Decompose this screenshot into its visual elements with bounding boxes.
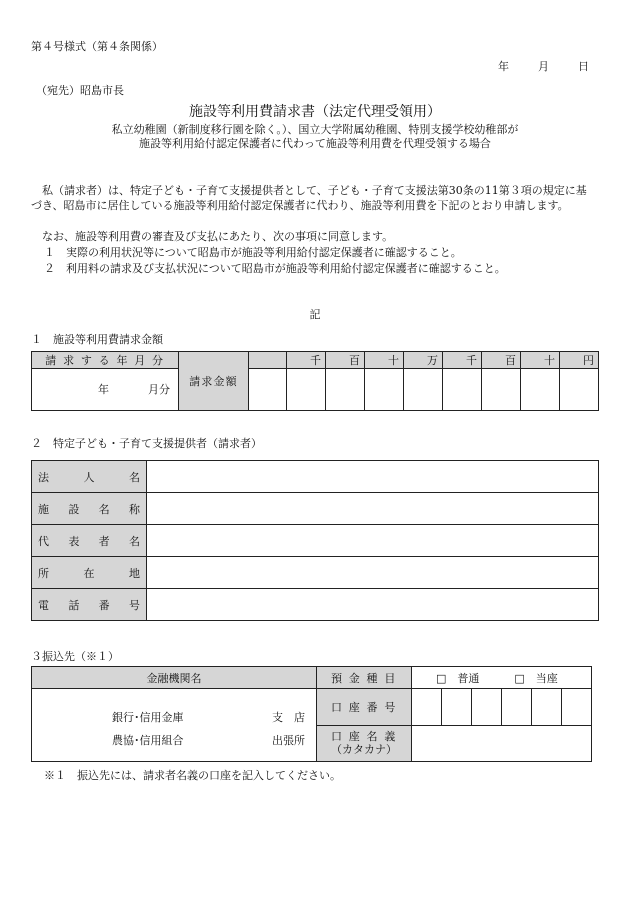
page-title: 施設等利用費請求書（法定代理受領用） <box>189 104 441 120</box>
checkbox-regular[interactable]: □ 普通 <box>436 671 480 685</box>
amount-digit-cell[interactable] <box>404 369 443 411</box>
amount-digit-cell[interactable] <box>482 369 521 411</box>
section3-heading: ３振込先（※１） <box>31 650 119 663</box>
account-number-label: 口 座 番 号 <box>317 689 412 725</box>
amount-digit-cell[interactable] <box>326 369 365 411</box>
date-year-label: 年 <box>498 60 509 73</box>
section1-heading: １ 施設等利用費請求金額 <box>31 333 163 346</box>
account-digit-cell[interactable] <box>472 689 502 725</box>
account-digit-cell[interactable] <box>502 689 532 725</box>
bank-name-header: 金融機関名 <box>32 667 317 689</box>
deposit-type-options <box>412 667 592 689</box>
bank-type-label-1: 銀行･信用金庫 <box>112 711 184 725</box>
amount-digit-cell[interactable] <box>521 369 560 411</box>
section2-heading: ２ 特定子ども・子育て支援提供者（請求者） <box>31 437 262 450</box>
amount-unit: 十 <box>521 352 560 369</box>
amount-unit: 円 <box>560 352 599 369</box>
account-digit-cell[interactable] <box>442 689 472 725</box>
amount-unit: 百 <box>482 352 521 369</box>
amount-table <box>31 351 599 411</box>
date-line <box>498 58 589 74</box>
address-field[interactable] <box>147 557 599 589</box>
deposit-type-label: 預 金 種 目 <box>317 667 412 689</box>
period-year-label: 年 <box>98 383 109 396</box>
period-month-label: 月分 <box>148 383 170 396</box>
addressee: （宛先）昭島市長 <box>36 84 124 97</box>
representative-name-field[interactable] <box>147 525 599 557</box>
provider-table <box>31 460 599 621</box>
branch-label: 支 店 <box>272 711 305 725</box>
row-label-phone: 電 話 番 号 <box>38 598 140 612</box>
amount-unit-blank <box>249 352 287 369</box>
corporation-name-field[interactable] <box>147 461 599 493</box>
amount-unit: 十 <box>365 352 404 369</box>
amount-unit: 千 <box>443 352 482 369</box>
subtitle-line-1: 私立幼稚園（新制度移行園を除く。）、国立大学附属幼稚園、特別支援学校幼稚部が <box>111 123 519 136</box>
amount-unit: 万 <box>404 352 443 369</box>
bank-name-field[interactable] <box>32 689 317 762</box>
bank-type-label-2: 農協･信用組合 <box>112 734 184 748</box>
form-number: 第４号様式（第４条関係） <box>31 40 163 53</box>
account-digit-cell[interactable] <box>412 689 442 725</box>
row-label-corporation: 法 人 名 <box>38 470 140 484</box>
bank-note: ※１ 振込先には、請求者名義の口座を記入してください。 <box>44 769 341 782</box>
date-month-label: 月 <box>538 60 549 73</box>
amount-label: 請求金額 <box>179 352 249 411</box>
consent-item: ２ 利用料の請求及び支払状況について昭島市が施設等利用給付認定保護者に確認すること。 <box>44 262 506 275</box>
phone-field[interactable] <box>147 589 599 621</box>
ki-marker: 記 <box>309 308 321 321</box>
consent-paragraph: なお、施設等利用費の審査及び支払にあたり、次の事項に同意します。 <box>31 230 394 243</box>
period-label: 請 求 す る 年 月 分 <box>32 352 179 369</box>
account-digit-cell[interactable] <box>532 689 562 725</box>
amount-digit-cell[interactable] <box>249 369 287 411</box>
period-input[interactable] <box>32 369 179 411</box>
date-day-label: 日 <box>578 60 589 73</box>
account-name-label <box>317 725 412 761</box>
consent-item: １ 実際の利用状況等について昭島市が施設等利用給付認定保護者に確認すること。 <box>44 246 462 259</box>
amount-digit-cell[interactable] <box>560 369 599 411</box>
account-digit-cell[interactable] <box>562 689 592 725</box>
amount-digit-cell[interactable] <box>287 369 326 411</box>
checkbox-current[interactable]: □ 当座 <box>514 671 558 685</box>
amount-unit: 百 <box>326 352 365 369</box>
account-name-title: 口 座 名 義 <box>330 730 398 744</box>
account-name-kana: （カタカナ） <box>331 743 397 757</box>
account-name-field[interactable] <box>412 725 592 761</box>
amount-digit-cell[interactable] <box>365 369 404 411</box>
row-label-facility: 施 設 名 称 <box>38 502 140 516</box>
facility-name-field[interactable] <box>147 493 599 525</box>
bank-table <box>31 666 592 762</box>
amount-digit-cell[interactable] <box>443 369 482 411</box>
row-label-representative: 代 表 者 名 <box>38 534 140 548</box>
amount-unit: 千 <box>287 352 326 369</box>
row-label-address: 所 在 地 <box>38 566 140 580</box>
intro-paragraph: 私（請求者）は、特定子ども・子育て支援提供者として、子ども・子育て支援法第30条の11第３項の規定に基づき、昭島市に居住している施設等利用給付認定保護者に代わり、施設等利用費を下記のとおり申請します。 <box>31 184 587 212</box>
sub-branch-label: 出張所 <box>272 734 305 748</box>
subtitle-line-2: 施設等利用給付認定保護者に代わって施設等利用費を代理受領する場合 <box>139 137 491 150</box>
